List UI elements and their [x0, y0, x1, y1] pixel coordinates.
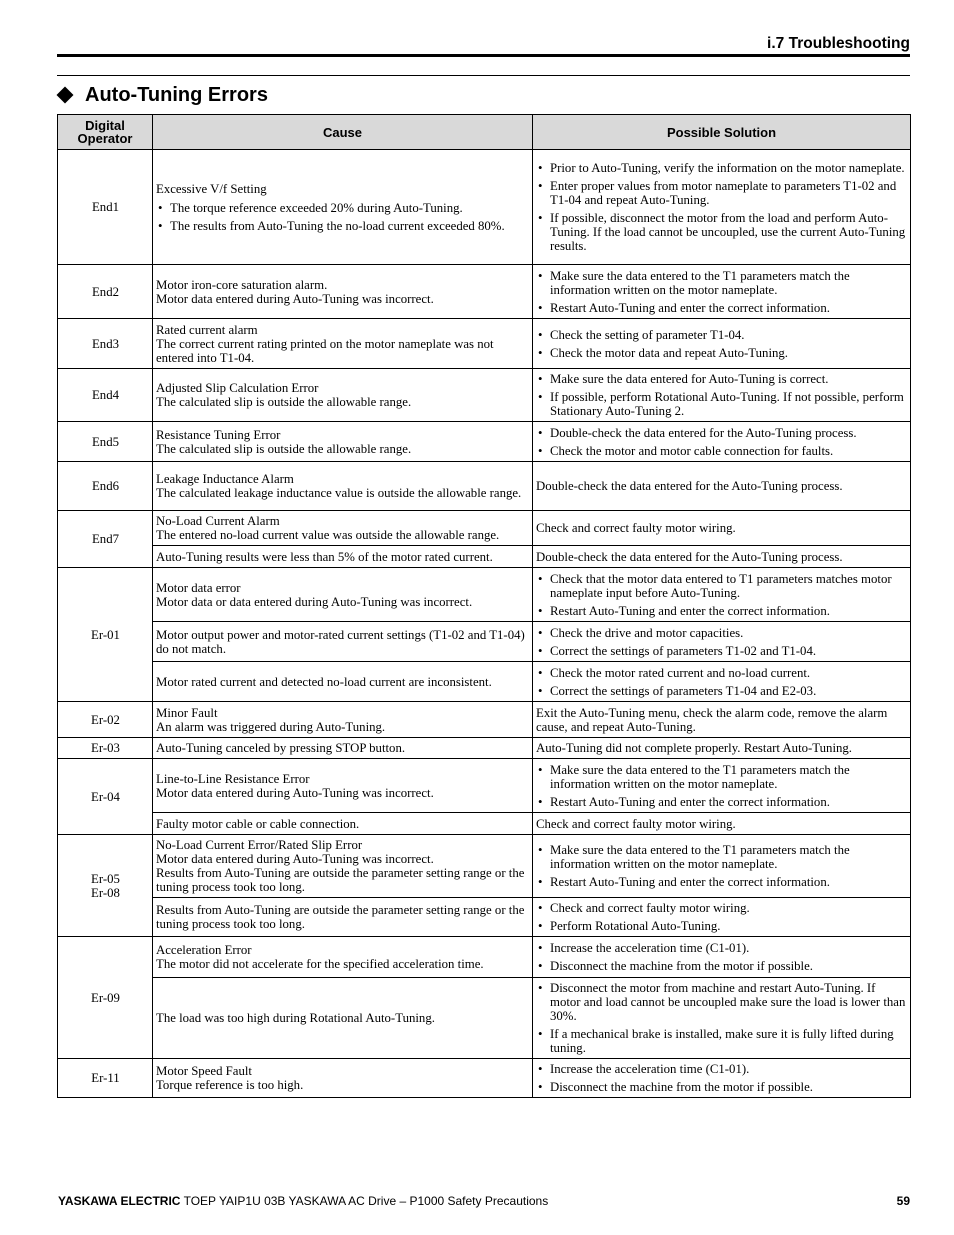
footer-company: YASKAWA ELECTRIC: [58, 1194, 181, 1208]
cause-text: An alarm was triggered during Auto-Tuning.: [156, 719, 386, 734]
cause-text: The load was too high during Rotational Auto-Tuning.: [156, 1011, 435, 1025]
footer-document-info: [58, 1194, 548, 1208]
cause-text: Motor rated current and detected no-load current are inconsistent.: [156, 674, 492, 689]
cause-text: Results from Auto-Tuning are outside the parameter setting range or the tuning process took too long.: [156, 903, 525, 931]
solution-cell: [533, 568, 911, 622]
solution-cell: [533, 759, 911, 813]
error-code-cell: [58, 759, 153, 835]
header-code-line2: Operator: [77, 131, 133, 146]
header-code-line1: Digital: [85, 118, 125, 133]
solution-text: Auto-Tuning did not complete properly. Restart Auto-Tuning.: [536, 741, 853, 755]
solution-bullet-item: • Disconnect the motor from machine and restart Auto-Tuning. If motor and load cannot be uncoupled make sure the load is lower than 30%.: [536, 981, 908, 1023]
cause-cell: [153, 622, 533, 662]
cause-text: Motor data or data entered during Auto-Tuning was incorrect.: [156, 594, 473, 609]
cause-text: Line-to-Line Resistance Error: [156, 771, 310, 786]
section-rule: [57, 75, 910, 76]
solution-cell: [533, 511, 911, 546]
cause-text: Auto-Tuning results were less than 5% of the motor rated current.: [156, 549, 493, 564]
table-row: [58, 835, 911, 898]
cause-text: Leakage Inductance Alarm: [156, 472, 294, 486]
cause-text: Results from Auto-Tuning are outside the parameter setting range or the tuning process took too long.: [156, 866, 525, 894]
error-code: End5: [91, 434, 119, 449]
table-row: [58, 702, 911, 738]
section-title-text: Auto-Tuning Errors: [85, 83, 268, 106]
error-code: Er-01: [91, 627, 120, 642]
solution-cell: [533, 369, 911, 422]
cause-cell: [153, 546, 533, 568]
cause-text: The calculated leakage inductance value is outside the allowable range.: [156, 486, 522, 500]
cause-text: Rated current alarm: [156, 322, 258, 337]
cause-cell: [153, 759, 533, 813]
solution-cell: [533, 462, 911, 511]
solution-cell: [533, 702, 911, 738]
error-code-cell: [58, 422, 153, 462]
table-header-row: [58, 115, 911, 150]
cause-text: Minor Fault: [156, 705, 218, 720]
cause-text: Acceleration Error: [156, 943, 252, 957]
cause-cell: [153, 568, 533, 622]
solution-bullet-item: • If a mechanical brake is installed, make sure it is fully lifted during tuning.: [536, 1027, 908, 1055]
solution-bullet-item: • Check that the motor data entered to T1 parameters matches motor nameplate input before Auto-Tuning.: [536, 572, 908, 600]
header-cause: Cause: [153, 115, 533, 150]
cause-text: No-Load Current Alarm: [156, 514, 280, 528]
cause-text: The entered no-load current value was outside the allowable range.: [156, 528, 500, 542]
header-digital-operator: [58, 115, 153, 150]
solution-cell: [533, 422, 911, 462]
footer-doc-title: TOEP YAIP1U 03B YASKAWA AC Drive – P1000 Safety Precautions: [180, 1194, 549, 1208]
error-code-cell: [58, 835, 153, 937]
diamond-bullet-icon: [57, 87, 74, 104]
table-row: [58, 462, 911, 511]
solution-bullet-item: • Restart Auto-Tuning and enter the correct information.: [536, 604, 908, 618]
cause-text: Motor data error: [156, 580, 241, 595]
cause-bullet-list: [156, 201, 530, 233]
solution-cell: [533, 1059, 911, 1098]
solution-bullet-list: [536, 941, 908, 973]
solution-bullet-item: • If possible, disconnect the motor from the load and perform Auto-Tuning. If the load cannot be uncoupled, use the current Auto-Tuning results.: [536, 211, 908, 253]
cause-cell: [153, 738, 533, 759]
cause-cell: [153, 937, 533, 978]
table-row: [58, 978, 911, 1059]
solution-cell: [533, 937, 911, 978]
cause-text: Motor data entered during Auto-Tuning was incorrect.: [156, 852, 434, 866]
table-row: [58, 511, 911, 546]
solution-bullet-item: • Restart Auto-Tuning and enter the correct information.: [536, 301, 908, 315]
solution-bullet-item: • Check the motor data and repeat Auto-Tuning.: [536, 346, 908, 360]
cause-cell: [153, 702, 533, 738]
solution-cell: [533, 319, 911, 369]
cause-text: Faulty motor cable or cable connection.: [156, 816, 360, 831]
cause-cell: [153, 462, 533, 511]
cause-text: The correct current rating printed on the motor nameplate was not entered into T1-04.: [156, 336, 494, 365]
solution-bullet-list: [536, 626, 908, 658]
solution-bullet-list: [536, 269, 908, 315]
solution-cell: [533, 150, 911, 265]
header-possible-solution: Possible Solution: [533, 115, 911, 150]
solution-bullet-list: [536, 1062, 908, 1094]
solution-bullet-item: • Restart Auto-Tuning and enter the correct information.: [536, 795, 908, 809]
table-row: [58, 662, 911, 702]
error-code: Er-02: [91, 712, 120, 727]
cause-text: Motor output power and motor-rated current settings (T1-02 and T1-04) do not match.: [156, 627, 525, 656]
cause-text: Torque reference is too high.: [156, 1078, 304, 1092]
solution-bullet-item: • Correct the settings of parameters T1-04 and E2-03.: [536, 684, 908, 698]
solution-bullet-item: • Disconnect the machine from the motor if possible.: [536, 959, 908, 973]
error-code-cell: [58, 1059, 153, 1098]
table-row: [58, 898, 911, 937]
table-row: [58, 759, 911, 813]
cause-cell: [153, 813, 533, 835]
solution-bullet-list: [536, 901, 908, 933]
solution-bullet-item: • Check the setting of parameter T1-04.: [536, 328, 908, 342]
page-footer: [58, 1194, 910, 1210]
solution-text: Double-check the data entered for the Auto-Tuning process.: [536, 549, 843, 564]
page-number: 59: [896, 1194, 910, 1208]
solution-bullet-item: • Make sure the data entered to the T1 parameters match the information written on the motor nameplate.: [536, 763, 908, 791]
cause-cell: [153, 150, 533, 265]
solution-bullet-item: • Check the motor and motor cable connection for faults.: [536, 444, 908, 458]
solution-bullet-list: [536, 161, 908, 253]
cause-text: The calculated slip is outside the allowable range.: [156, 441, 412, 456]
table-body: [58, 150, 911, 1098]
solution-cell: [533, 898, 911, 937]
solution-text: Check and correct faulty motor wiring.: [536, 816, 736, 831]
error-code-cell: [58, 568, 153, 702]
cause-cell: [153, 422, 533, 462]
table-row: [58, 738, 911, 759]
solution-cell: [533, 265, 911, 319]
error-code-cell: [58, 462, 153, 511]
cause-text: Motor data entered during Auto-Tuning was incorrect.: [156, 785, 434, 800]
error-code-secondary: Er-08: [91, 885, 120, 900]
cause-bullet-item: • The torque reference exceeded 20% during Auto-Tuning.: [156, 201, 530, 215]
solution-bullet-item: • Make sure the data entered for Auto-Tuning is correct.: [536, 372, 908, 386]
solution-bullet-list: [536, 572, 908, 618]
error-code-cell: [58, 937, 153, 1059]
solution-bullet-list: [536, 426, 908, 458]
auto-tuning-errors-table: [57, 114, 911, 1098]
error-code-cell: [58, 319, 153, 369]
solution-bullet-item: • Prior to Auto-Tuning, verify the information on the motor nameplate.: [536, 161, 908, 175]
solution-bullet-list: [536, 666, 908, 698]
solution-bullet-item: • Make sure the data entered to the T1 parameters match the information written on the motor nameplate.: [536, 269, 908, 297]
table-row: [58, 422, 911, 462]
error-code-cell: [58, 511, 153, 568]
cause-text: Motor data entered during Auto-Tuning was incorrect.: [156, 291, 434, 306]
solution-cell: [533, 738, 911, 759]
solution-bullet-item: • Check the drive and motor capacities.: [536, 626, 908, 640]
cause-text: Adjusted Slip Calculation Error: [156, 381, 319, 395]
cause-cell: [153, 978, 533, 1059]
solution-text: Check and correct faulty motor wiring.: [536, 521, 736, 535]
error-code: End4: [91, 388, 119, 402]
error-code: Er-03: [91, 741, 120, 755]
error-code-cell: [58, 738, 153, 759]
cause-cell: [153, 369, 533, 422]
error-code: End3: [91, 336, 119, 351]
table-row: [58, 369, 911, 422]
running-header: i.7 Troubleshooting: [767, 35, 910, 52]
cause-cell: [153, 835, 533, 898]
error-code-cell: [58, 369, 153, 422]
solution-text: Double-check the data entered for the Auto-Tuning process.: [536, 479, 843, 493]
solution-cell: [533, 813, 911, 835]
solution-bullet-item: • Check the motor rated current and no-load current.: [536, 666, 908, 680]
cause-text: No-Load Current Error/Rated Slip Error: [156, 838, 363, 852]
error-code-cell: [58, 150, 153, 265]
solution-bullet-item: • Restart Auto-Tuning and enter the correct information.: [536, 875, 908, 889]
table-row: [58, 150, 911, 265]
cause-text: Auto-Tuning canceled by pressing STOP button.: [156, 741, 406, 755]
solution-bullet-item: • If possible, perform Rotational Auto-Tuning. If not possible, perform Stationary Auto-Tuning 2.: [536, 390, 908, 418]
solution-bullet-list: [536, 372, 908, 418]
error-code: Er-05: [91, 871, 120, 886]
error-code: End7: [91, 532, 119, 546]
error-code: Er-04: [91, 789, 120, 804]
table-row: [58, 265, 911, 319]
table-row: [58, 937, 911, 978]
error-code: Er-11: [91, 1071, 120, 1085]
cause-text: The calculated slip is outside the allowable range.: [156, 395, 412, 409]
solution-bullet-list: [536, 328, 908, 360]
cause-cell: [153, 265, 533, 319]
error-code-cell: [58, 265, 153, 319]
cause-bullet-item: • The results from Auto-Tuning the no-load current exceeded 80%.: [156, 219, 530, 233]
solution-cell: [533, 546, 911, 568]
table-row: [58, 622, 911, 662]
solution-bullet-item: • Check and correct faulty motor wiring.: [536, 901, 908, 915]
cause-cell: [153, 898, 533, 937]
section-title: [55, 82, 268, 108]
header-rule: [57, 54, 910, 57]
solution-bullet-item: • Disconnect the machine from the motor if possible.: [536, 1080, 908, 1094]
solution-bullet-item: • Increase the acceleration time (C1-01).: [536, 941, 908, 955]
cause-text: Excessive V/f Setting: [156, 181, 267, 196]
solution-bullet-item: • Correct the settings of parameters T1-02 and T1-04.: [536, 644, 908, 658]
solution-bullet-item: • Make sure the data entered to the T1 parameters match the information written on the motor nameplate.: [536, 843, 908, 871]
solution-bullet-list: [536, 763, 908, 809]
solution-bullet-item: • Enter proper values from motor nameplate to parameters T1-02 and T1-04 and repeat Auto-Tuning.: [536, 179, 908, 207]
error-code: End2: [91, 284, 119, 299]
cause-cell: [153, 1059, 533, 1098]
solution-bullet-item: • Perform Rotational Auto-Tuning.: [536, 919, 908, 933]
table-row: [58, 546, 911, 568]
solution-bullet-list: [536, 981, 908, 1055]
solution-bullet-item: • Increase the acceleration time (C1-01).: [536, 1062, 908, 1076]
cause-text: Resistance Tuning Error: [156, 427, 281, 442]
table-row: [58, 568, 911, 622]
solution-bullet-list: [536, 843, 908, 889]
cause-cell: [153, 662, 533, 702]
error-code-cell: [58, 702, 153, 738]
cause-cell: [153, 319, 533, 369]
solution-cell: [533, 835, 911, 898]
solution-text: Exit the Auto-Tuning menu, check the alarm code, remove the alarm cause, and repeat Auto-Tuning.: [536, 705, 888, 734]
error-code: Er-09: [91, 990, 120, 1005]
solution-cell: [533, 978, 911, 1059]
cause-text: The motor did not accelerate for the specified acceleration time.: [156, 957, 484, 971]
table-row: [58, 1059, 911, 1098]
error-code: End1: [91, 200, 119, 214]
solution-cell: [533, 622, 911, 662]
cause-text: Motor iron-core saturation alarm.: [156, 277, 328, 292]
cause-text: Motor Speed Fault: [156, 1064, 252, 1078]
table-row: [58, 813, 911, 835]
cause-cell: [153, 511, 533, 546]
table-row: [58, 319, 911, 369]
solution-bullet-item: • Double-check the data entered for the Auto-Tuning process.: [536, 426, 908, 440]
solution-cell: [533, 662, 911, 702]
error-code: End6: [91, 479, 119, 493]
